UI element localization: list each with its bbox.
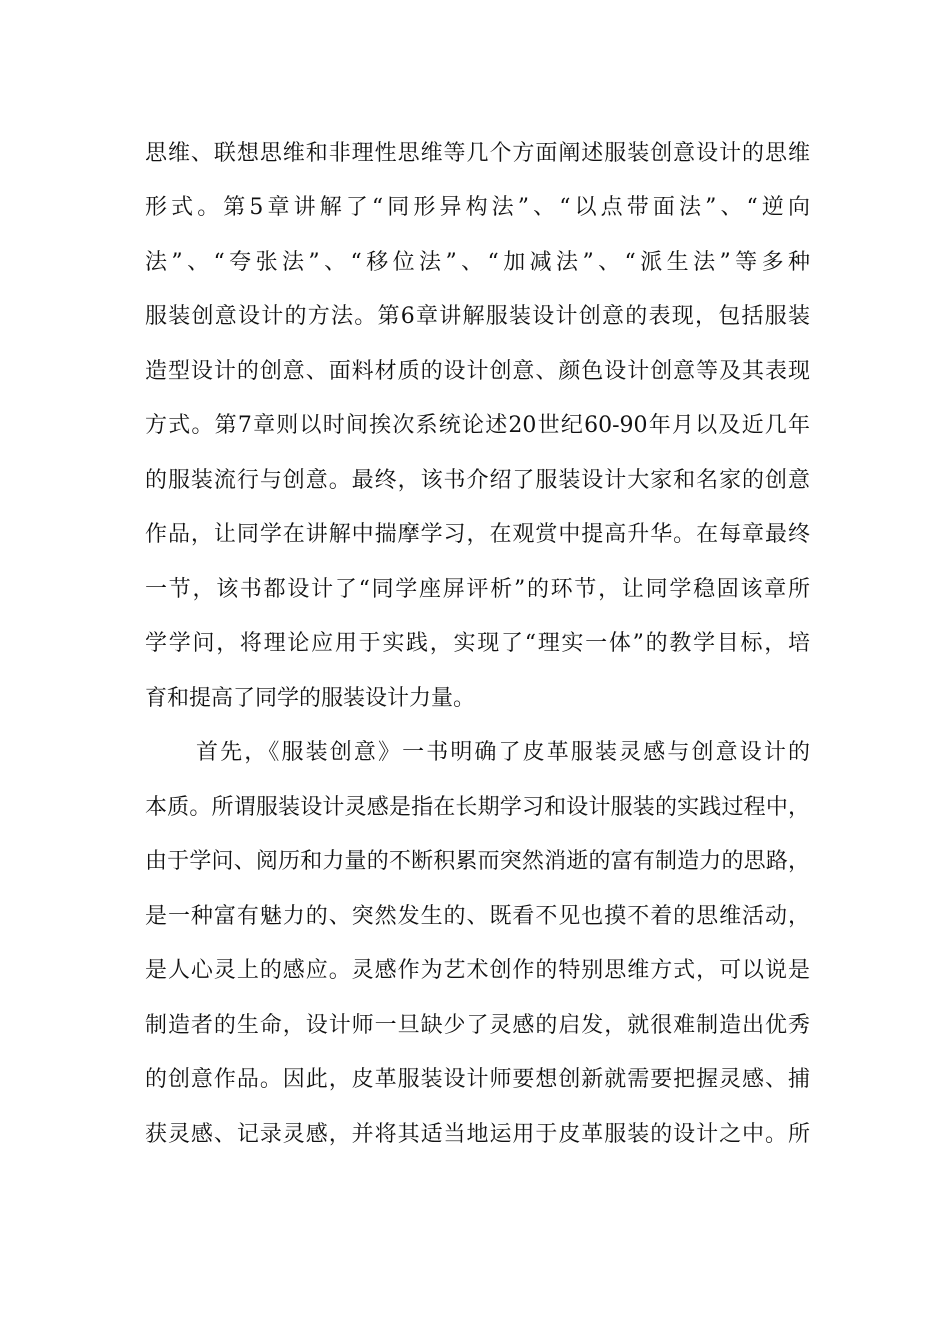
text-line: 是一种富有魅力的、突然发生的、既看不见也摸不着的思维活动，: [145, 904, 810, 929]
text-line: 的创意作品。因此，皮革服装设计师要想创新就需要把握灵感、捕: [145, 1067, 810, 1092]
text-line: 思维、联想思维和非理性思维等几个方面阐述服装创意设计的思维: [145, 141, 810, 166]
paragraph-first-line: 首先，《服装创意》一书明确了皮革服装灵感与创意设计的: [196, 740, 810, 765]
text-line: 法”、“夸张法”、“移位法”、“加减法”、“派生法”等多种: [145, 250, 810, 275]
text-line: 一节，该书都设计了“同学座屏评析”的环节，让同学稳固该章所: [145, 577, 810, 602]
text-line: 造型设计的创意、面料材质的设计创意、颜色设计创意等及其表现: [145, 359, 810, 384]
text-line: 服装创意设计的方法。第6章讲解服装设计创意的表现，包括服装: [145, 304, 810, 329]
text-line: 形式。第5章讲解了“同形异构法”、“以点带面法”、“逆向: [145, 195, 810, 220]
text-line: 方式。第7章则以时间挨次系统论述20世纪60-90年月以及近几年: [145, 413, 810, 438]
text-line: 作品，让同学在讲解中揣摩学习，在观赏中提高升华。在每章最终: [145, 522, 810, 547]
text-line: 学学问，将理论应用于实践，实现了“理实一体”的教学目标，培: [145, 631, 810, 656]
paragraph-last-line: 育和提高了同学的服装设计力量。: [145, 686, 476, 711]
text-line: 由于学问、阅历和力量的不断积累而突然消逝的富有制造力的思路，: [145, 849, 810, 874]
text-line: 获灵感、记录灵感，并将其适当地运用于皮革服装的设计之中。所: [145, 1122, 810, 1147]
text-line: 的服装流行与创意。最终，该书介绍了服装设计大家和名家的创意: [145, 468, 810, 493]
text-line: 本质。所谓服装设计灵感是指在长期学习和设计服装的实践过程中，: [145, 795, 810, 820]
text-line: 制造者的生命，设计师一旦缺少了灵感的启发，就很难制造出优秀: [145, 1013, 810, 1038]
text-line: 是人心灵上的感应。灵感作为艺术创作的特别思维方式，可以说是: [145, 958, 810, 983]
